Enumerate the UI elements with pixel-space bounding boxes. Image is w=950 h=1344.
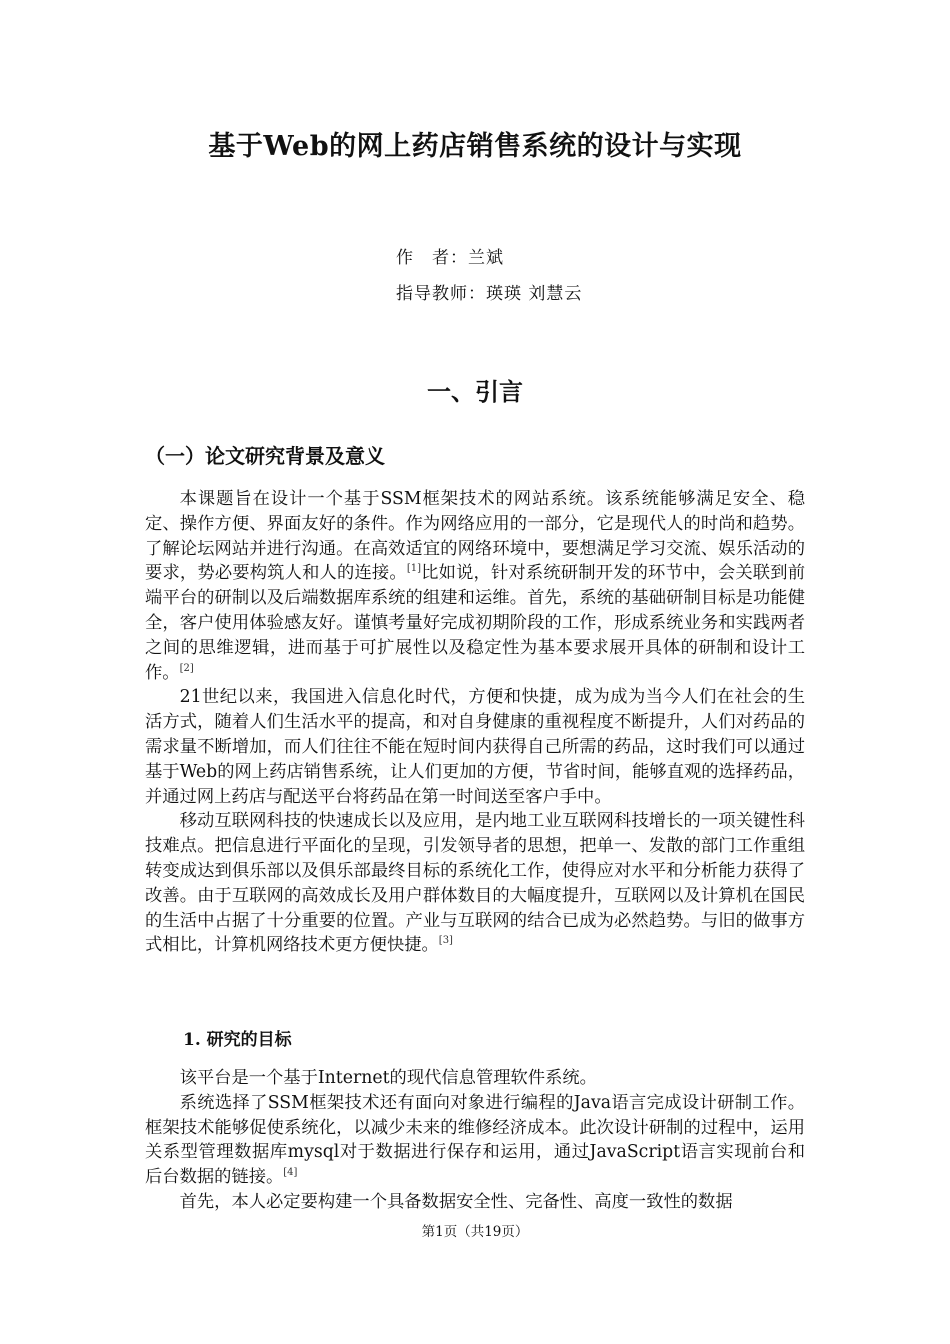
page-footer: 第1页（共19页） [421, 1224, 529, 1240]
paragraph: 该平台是一个基于Internet的现代信息管理软件系统。 [179, 1068, 597, 1088]
paragraph: 21世纪以来，我国进入信息化时代，方便和快捷，成为成为当今人们在社会的生活方式，随着人们生活水平的提高，和对自身健康的重视程度不断提升，人们对药品的需求量不断增加，而人们往往不能在短时间内获得自己所需的药品，这时我们可以通过基于Web的网上药店销售系统，让人们更加的方便，节省时间，能够直观的选择药品，并通过网上药店与配送平台将药品在第一时间送至客户手中。 [145, 687, 805, 807]
advisor-label: 指导教师： [396, 284, 486, 304]
citation: [1] [406, 563, 421, 575]
paper-title: 基于Web的网上药店销售系统的设计与实现 [208, 131, 742, 162]
paragraph: 移动互联网科技的快速成长以及应用，是内地工业互联网科技增长的一项关键性科技难点。把信息进行平面化的呈现，引发领导者的思想，把单一、发散的部门工作重组转变成达到俱乐部以及俱乐部最终目标的系统化工作，使得应对水平和分析能力获得了改善。由于互联网的高效成长及用户群体数目的大幅度提升，互联网以及计算机在国民的生活中占据了十分重要的位置。产业与互联网的结合已成为必然趋势。与旧的做事方式相比，计算机网络技术更方便快捷。[3] [145, 811, 805, 956]
research-goal-heading: 1. 研究的目标 [183, 1030, 292, 1050]
paragraph: 本课题旨在设计一个基于SSM框架技术的网站系统。该系统能够满足安全、稳定、操作方便、界面友好的条件。作为网络应用的一部分，它是现代人的时尚和趋势。了解论坛网站并进行沟通。在高效适宜的网络环境中，要想满足学习交流、娱乐活动的要求，势必要构筑人和人的连接。[1]比如说，针对系统研制开发的环节中，会关联到前端平台的研制以及后端数据库系统的组建和运维。首先，系统的基础研制目标是功能健全，客户使用体验感友好。谨慎考量好完成初期阶段的工作，形成系统业务和实践两者之间的思维逻辑，进而基于可扩展性以及稳定性为基本要求展开具体的研制和设计工作。[2] [145, 489, 805, 683]
advisor-name: 瑛瑛 刘慧云 [486, 284, 583, 304]
subsection-title: （一）论文研究背景及意义 [145, 444, 385, 468]
research-goal-paragraphs [145, 1066, 805, 1215]
advisor-line [396, 279, 582, 304]
citation: [2] [179, 662, 194, 674]
citation: [4] [283, 1167, 298, 1179]
section-title: 一、引言 [427, 377, 523, 406]
citation: [3] [438, 935, 453, 947]
background-paragraphs [145, 487, 805, 958]
paragraph: 首先，本人必定要构建一个具备数据安全性、完备性、高度一致性的数据 [179, 1191, 733, 1212]
author-name: 兰斌 [468, 248, 504, 268]
paragraph: 系统选择了SSM框架技术还有面向对象进行编程的Java语言完成设计研制工作。框架技术能够促使系统化，以减少未来的维修经济成本。此次设计研制的过程中，运用关系型管理数据库mysql对于数据进行保存和运用，通过JavaScript语言实现前台和后台数据的链接。[4] [145, 1092, 805, 1188]
author-label: 作 者： [396, 248, 468, 268]
author-line [396, 243, 504, 268]
